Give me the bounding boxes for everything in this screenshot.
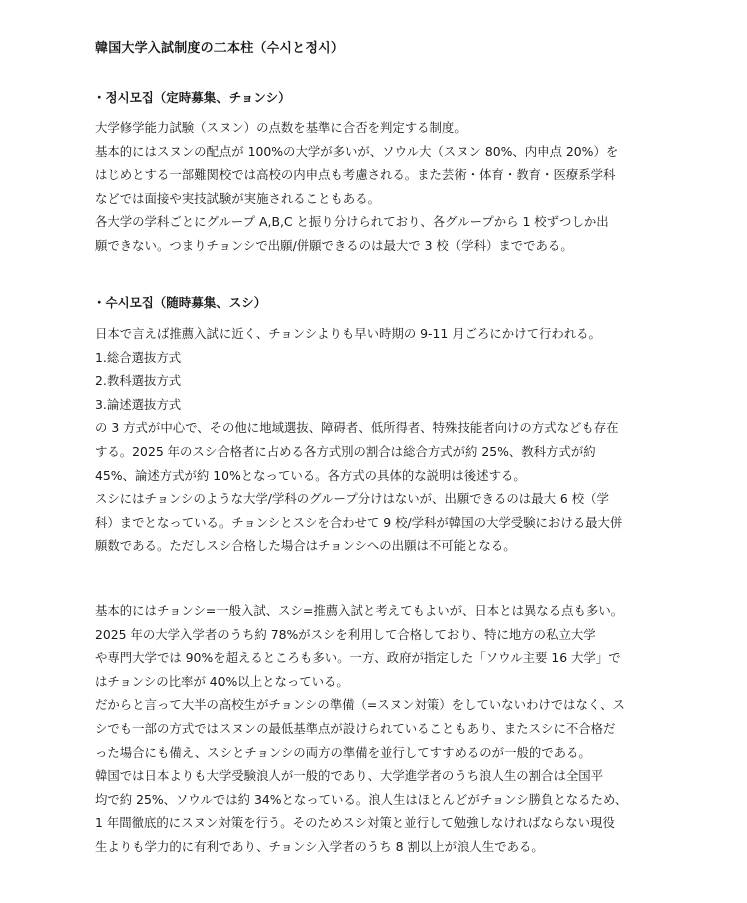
paragraph-line: の 3 方式が中心で、その他に地域選抜、障碍者、低所得者、特殊技能者向けの方式なども存在	[95, 420, 619, 436]
paragraph-line: 基本的にはチョンシ=一般入試、スシ=推薦入試と考えてもよいが、日本とは異なる点も多い。	[95, 603, 624, 618]
section-body-susi	[95, 322, 655, 558]
list-item: 3.論述選抜方式	[95, 396, 182, 412]
paragraph-line: 1 年間徹底的にスヌン対策を行う。そのためスシ対策と並行して勉強しなければならない現役	[95, 815, 615, 831]
paragraph-line: 45%、論述方式が約 10%となっている。各方式の具体的な説明は後述する。	[95, 467, 526, 483]
paragraph-line: や専門大学では 90%を超えるところも多い。一方、政府が指定した「ソウル主要 16 大学」で	[95, 650, 621, 666]
paragraph-line: 大学修学能力試験（スヌン）の点数を基準に合否を判定する制度。	[95, 120, 467, 135]
paragraph-line: 願できない。つまりチョンシで出願/併願できるのは最大で 3 校（学科）までである。	[95, 237, 573, 253]
paragraph-line: 日本で言えば推薦入試に近く、チョンシよりも早い時期の 9-11 月ごろにかけて行われる。	[95, 326, 601, 341]
paragraph-line: った場合にも備え、スシとチョンシの両方の準備を並行してすすめるのが一般的である。	[95, 744, 591, 760]
paragraph-line: する。2025 年のスシ合格者に占める各方式別の割合は総合方式が約 25%、教科方式が約	[95, 443, 596, 459]
paragraph-line: 韓国では日本よりも大学受験浪人が一般的であり、大学進学者のうち浪人生の割合は全国平	[95, 768, 604, 784]
section-heading-susi: ・수시모집（随時募集、スシ）	[93, 295, 267, 310]
paragraph-line: 生よりも学力的に有利であり、チョンシ入学者のうち 8 割以上が浪人生である。	[95, 838, 544, 854]
paragraph-line: 均で約 25%、ソウルでは約 34%となっている。浪人生はほとんどがチョンシ勝負となるため、	[95, 791, 628, 807]
paragraph-line: 願数である。ただしスシ合格した場合はチョンシへの出願は不可能となる。	[95, 538, 516, 554]
paragraph-line: などでは面接や実技試験が実施されることもある。	[95, 190, 380, 206]
paragraph-line: 2025 年の大学入学者のうち約 78%がスシを利用して合格しており、特に地方の私立大学	[95, 626, 596, 642]
document-title: 韓国大学入試制度の二本柱（수시と정시）	[95, 41, 345, 56]
paragraph-line: だからと言って大半の高校生がチョンシの準備（=スヌン対策）をしていないわけではなく、ス	[95, 697, 625, 713]
section-body-comparison	[95, 599, 655, 859]
section-heading-jeongsi: ・정시모집（定時募集、チョンシ）	[93, 90, 291, 105]
section-body-jeongsi	[95, 116, 655, 258]
paragraph-line: はチョンシの比率が 40%以上となっている。	[95, 673, 349, 689]
paragraph-line: スシにはチョンシのような大学/学科のグループ分けはないが、出願できるのは最大 6 校（学	[95, 491, 609, 507]
paragraph-line: 各大学の学科ごとにグループ A,B,C と振り分けられており、各グループから 1 校ずつしか出	[95, 214, 609, 230]
list-item: 1.総合選抜方式	[95, 349, 182, 365]
paragraph-line: シでも一部の方式ではスヌンの最低基準点が設けられていることもあり、またスシに不合格だ	[95, 720, 616, 736]
list-item: 2.教科選抜方式	[95, 373, 182, 389]
paragraph-line: はじめとする一部難関校では高校の内申点も考慮される。また芸術・体育・教育・医療系学科	[95, 167, 616, 183]
paragraph-line: 科）までとなっている。チョンシとスシを合わせて 9 校/学科が韓国の大学受験における最大併	[95, 514, 623, 530]
paragraph-line: 基本的にはスヌンの配点が 100%の大学が多いが、ソウル大（スヌン 80%、内申点 20%）を	[95, 143, 619, 159]
